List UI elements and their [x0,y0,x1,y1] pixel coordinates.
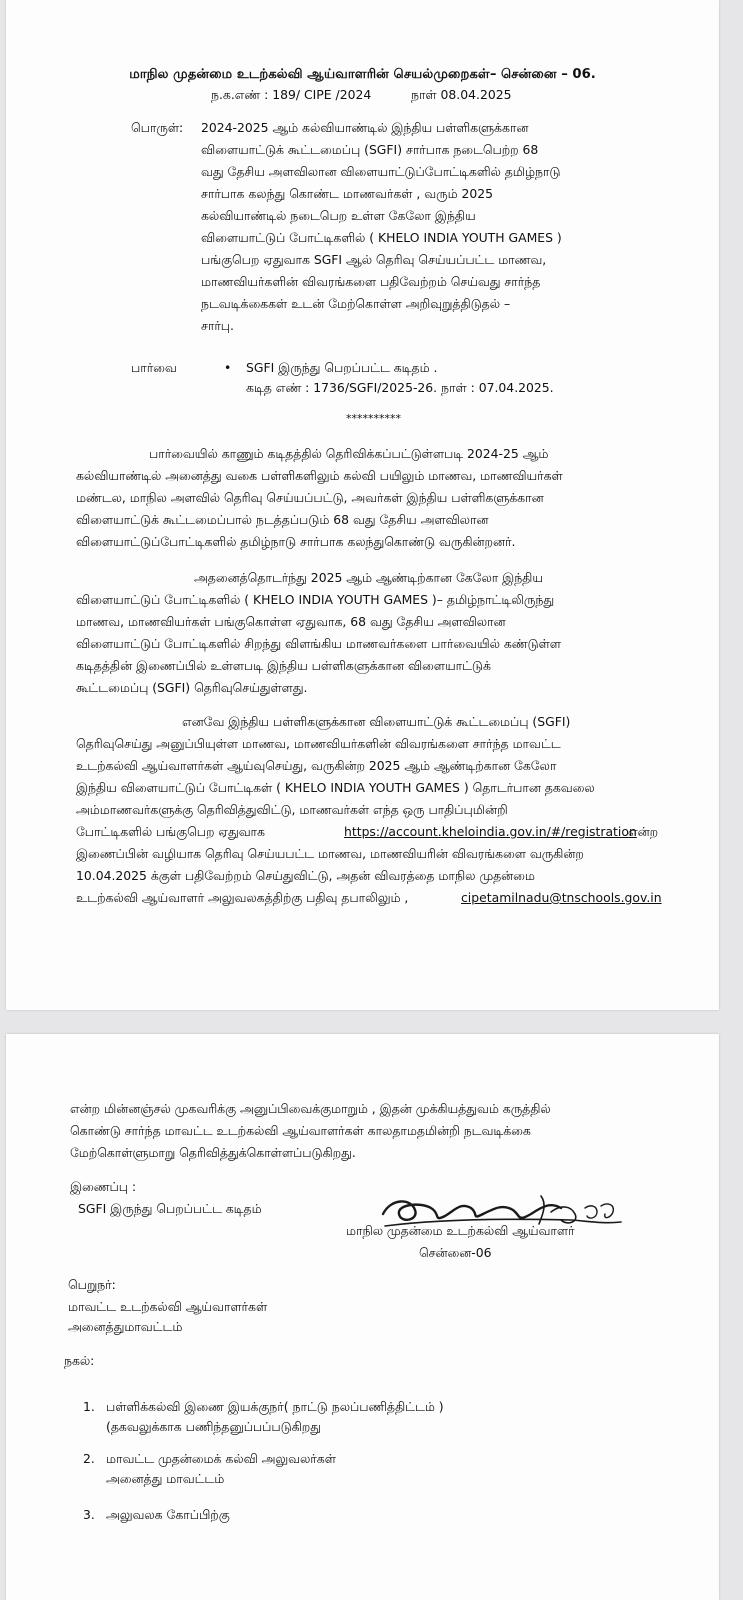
paragraph-line: அம்மாணவர்களுக்கு தெரிவித்துவிட்டு, மாணவர்கள் எந்த ஒரு பாதிப்புமின்றி [76,802,508,817]
subject-tail: சார்பு. [201,318,234,333]
enclosure-label: இணைப்பு : [70,1179,137,1194]
recipient-line: மாவட்ட உடற்கல்வி ஆய்வாளர்கள் [68,1299,268,1314]
subject-line: கல்வியாண்டில் நடைபெற உள்ள கேலோ இந்திய [201,208,476,223]
subject-line: 2024-2025 ஆம் கல்வியாண்டில் இந்திய பள்ளிகளுக்கான [201,120,529,135]
paragraph-line: பார்வையில் காணும் கடிதத்தில் தெரிவிக்கப்பட்டுள்ளபடி 2024-25 ஆம் [149,446,549,461]
email-link[interactable]: cipetamilnadu@tnschools.gov.in [461,890,662,905]
paragraph-line: எனவே இந்திய பள்ளிகளுக்கான விளையாட்டுக் கூட்டமைப்பு (SGFI) [182,714,571,729]
document-heading: மாநில முதன்மை உடற்கல்வி ஆய்வாளரின் செயல்முறைகள்– சென்னை – 06. [129,67,596,82]
signatory-place: சென்னை-06 [419,1245,492,1260]
registration-link[interactable]: https://account.kheloindia.gov.in/#/registration [344,824,637,839]
subject-line: விளையாட்டுக் கூட்டமைப்பு (SGFI) சார்பாக நடைபெற்ற 68 [201,142,539,157]
subject-line: நடவடிக்கைகள் உடன் மேற்கொள்ள அறிவுறுத்திடுதல் – [201,296,511,311]
paragraph-line: விளையாட்டுப் போட்டிகளில் சிறந்து விளங்கிய மாணவர்களை பார்வையில் கண்டுள்ள [76,636,561,651]
paragraph-line: கடிதத்தின் இணைப்பில் உள்ளபடி இந்திய பள்ளிகளுக்கான விளையாட்டுக் [76,658,491,673]
list-number: 1. [83,1399,95,1414]
document-page-1 [6,0,719,1010]
paragraph-line: உடற்கல்வி ஆய்வாளர் அலுவலகத்திற்கு பதிவு தபாலிலும் , [76,890,409,905]
list-item: அலுவலக கோப்பிற்கு [106,1507,230,1522]
list-number: 3. [83,1507,95,1522]
paragraph-line: உடற்கல்வி ஆய்வாளர்கள் ஆய்வுசெய்து, வருகின்ற 2025 ஆம் ஆண்டிற்கான கேலோ [76,758,557,773]
enclosure-item: SGFI இருந்து பெறப்பட்ட கடிதம் [78,1201,262,1216]
paragraph-line: 10.04.2025 க்குள் பதிவேற்றம் செய்துவிட்டு, அதன் விவரத்தை மாநில முதன்மை [76,868,535,883]
list-item-detail: அனைத்து மாவட்டம் [106,1471,225,1486]
paragraph-line: மாணவ, மாணவியர்கள் பங்குகொள்ள ஏதுவாக, 68 வது தேசிய அளவிலான [76,614,506,629]
paragraph-line: என்ற மின்னஞ்சல் முகவரிக்கு அனுப்பிவைக்குமாறும் , இதன் முக்கியத்துவம் கருத்தில் [70,1101,551,1116]
paragraph-line: அதனைத்தொடர்ந்து 2025 ஆம் ஆண்டிற்கான கேலோ இந்திய [194,570,543,585]
recipient-line: அனைத்துமாவட்டம் [68,1319,183,1334]
reference-line: SGFI இருந்து பெறப்பட்ட கடிதம் . [246,360,438,375]
subject-label: பொருள்: [131,120,184,135]
paragraph-line: இணைப்பின் வழியாக தெரிவு செய்யபட்ட மாணவ, மாணவியரின் விவரங்களை வருகின்ற [76,846,584,861]
paragraph-line: கல்வியாண்டில் அனைத்து வகை பள்ளிகளிலும் கல்வி பயிலும் மாணவ, மாணவியர்கள் [76,468,563,483]
separator: ********** [346,412,401,425]
subject-line: வது தேசிய அளவிலான விளையாட்டுப்போட்டிகளில் தமிழ்நாடு [201,164,561,179]
paragraph-line: மண்டல, மாநில அளவில் தெரிவு செய்யப்பட்டு, அவர்கள் இந்திய பள்ளிகளுக்கான [76,490,544,505]
paragraph-line: விளையாட்டுப்போட்டிகளில் தமிழ்நாடு சார்பாக கலந்துகொண்டு வருகின்றனர். [76,534,516,549]
paragraph-line: விளையாட்டுக் கூட்டமைப்பால் நடத்தப்படும் 68 வது தேசிய அளவிலான [76,512,489,527]
paragraph-line: இந்திய விளையாட்டுப் போட்டிகள் ( KHELO INDIA YOUTH GAMES ) தொடர்பான தகவலை [76,780,595,795]
paragraph-line: கூட்டமைப்பு (SGFI) தெரிவுசெய்துள்ளது. [76,680,308,695]
paragraph-line: தெரிவுசெய்து அனுப்பியுள்ள மாணவ, மாணவியர்களின் விவரங்களை சார்ந்த மாவட்ட [76,736,561,751]
reference-date: நாள் 08.04.2025 [411,87,512,102]
subject-line: மாணவியர்களின் விவரங்களை பதிவேற்றம் செய்வது சார்ந்த [201,274,541,289]
paragraph-line: மேற்கொள்ளுமாறு தெரிவித்துக்கொள்ளப்படுகிறது. [70,1145,356,1160]
paragraph-line: விளையாட்டுப் போட்டிகளில் ( KHELO INDIA YOUTH GAMES )– தமிழ்நாட்டிலிருந்து [76,592,555,607]
paragraph-line: கொண்டு சார்ந்த மாவட்ட உடற்கல்வி ஆய்வாளர்கள் காலதாமதமின்றி நடவடிக்கை [70,1123,531,1138]
reference-label: பார்வை [131,360,177,375]
subject-line: விளையாட்டுப் போட்டிகளில் ( KHELO INDIA YOUTH GAMES ) [201,230,562,245]
list-number: 2. [83,1451,95,1466]
list-item: மாவட்ட முதன்மைக் கல்வி அலுவலர்கள் [106,1451,336,1466]
paragraph-line: என்ற [628,824,659,839]
list-item: பள்ளிக்கல்வி இணை இயக்குநர்( நாட்டு நலப்பணித்திட்டம் ) [106,1399,444,1414]
paragraph-line: போட்டிகளில் பங்குபெற ஏதுவாக [76,824,265,839]
list-item-detail: (தகவலுக்காக பணிந்தனுப்பப்படுகிறது [106,1419,321,1434]
reference-line: கடித எண் : 1736/SGFI/2025-26. நாள் : 07.04.2025. [246,380,554,395]
subject-line: சார்பாக கலந்து கொண்ட மாணவர்கள் , வரும் 2025 [201,186,494,201]
bullet-icon: • [224,360,232,375]
document-page-2 [6,1034,719,1600]
subject-line: பங்குபெற ஏதுவாக SGFI ஆல் தெரிவு செய்யப்பட்ட மாணவ, [201,252,547,267]
reference-number: ந.க.எண் : 189/ CIPE /2024 [211,87,372,102]
signatory-title: மாநில முதன்மை உடற்கல்வி ஆய்வாளர் [346,1223,575,1238]
recipient-label: பெறுநர்: [68,1277,116,1292]
copy-label: நகல்: [64,1353,95,1368]
